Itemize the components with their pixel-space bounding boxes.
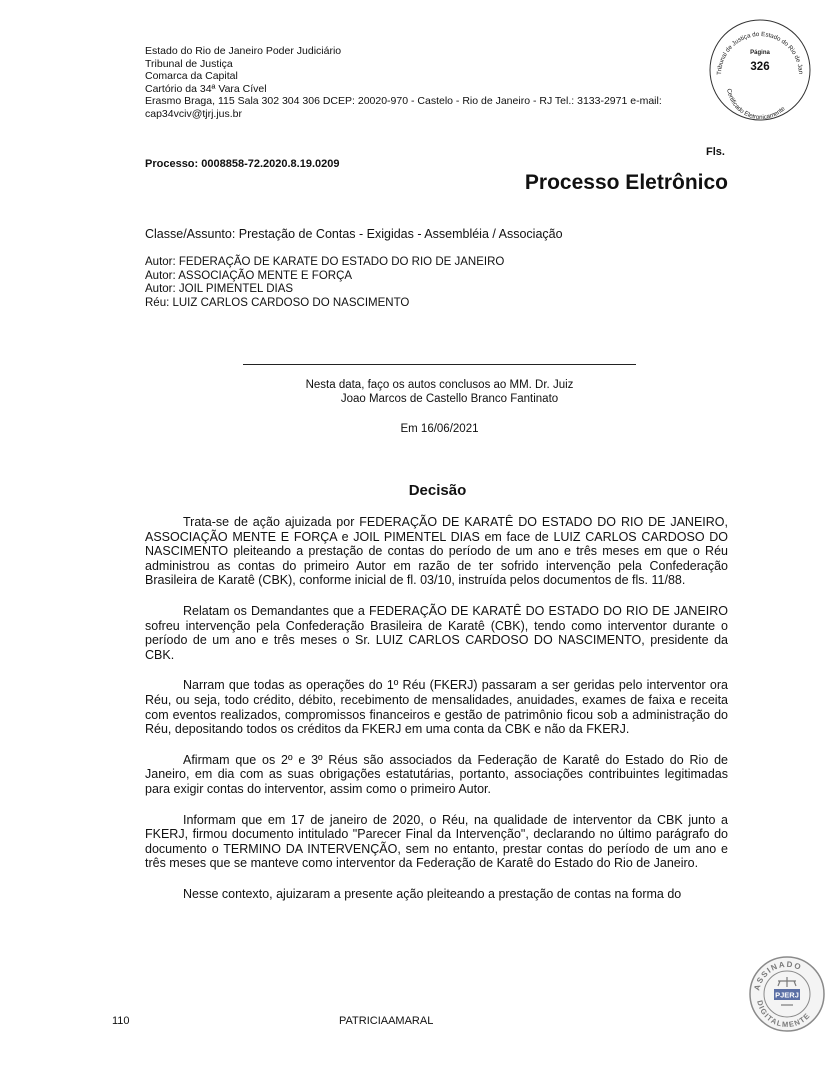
document-title: Processo Eletrônico: [524, 171, 728, 194]
header-line: Cartório da 34ª Vara Cível: [145, 82, 267, 95]
process-number: Processo: 0008858-72.2020.8.19.0209: [145, 158, 340, 170]
footer-user: PATRICIAAMARAL: [339, 1015, 434, 1027]
paragraph: Afirmam que os 2º e 3º Réus são associados da Federação de Karatê do Estado do Rio de Janeiro, em dia com as suas obrigações estatutárias, portanto, associações contribuintes legitimadas para exigir contas do interventor, assim como o primeiro Autor.: [145, 752, 728, 796]
header-line: Estado do Rio de Janeiro Poder Judiciário: [145, 45, 342, 57]
paragraph: Informam que em 17 de janeiro de 2020, o Réu, na qualidade de interventor da CBK junto a FKERJ, firmou documento intitulado "Parecer Final da Intervenção", declarando no último parágrafo do documento o TERMINO DA INTERVENÇÃO, sem no entanto, prestar contas do período de um ano e três meses que se manteve como interventor da Federação de Karatê do Estado do Rio de Janeiro.: [145, 812, 728, 871]
class-subject: Classe/Assunto: Prestação de Contas - Exigidas - Assembléia / Associação: [145, 227, 563, 241]
separator-line: [243, 364, 636, 365]
stamp-label: Página: [750, 50, 770, 56]
svg-text:Certificado Eletronicamente: [725, 88, 787, 121]
decision-heading: Decisão: [408, 482, 467, 499]
court-header: [145, 45, 705, 121]
paragraph: Relatam os Demandantes que a FEDERAÇÃO DE KARATÊ DO ESTADO DO RIO DE JANEIRO sofreu intervenção pela Confederação Brasileira de Karatê (CBK), tendo como interventor durante o período de um ano e três meses o Sr. LUIZ CARLOS CARDOSO DO NASCIMENTO, presidente da CBK.: [145, 603, 728, 662]
judge-name: Joao Marcos de Castello Branco Fantinato: [340, 392, 559, 405]
party-item: Autor: FEDERAÇÃO DE KARATE DO ESTADO DO RIO DE JANEIRO: [145, 256, 505, 268]
seal-top-text: ASSINADO: [752, 959, 804, 992]
header-line: Comarca da Capital: [145, 70, 238, 83]
conclusos-date: Em 16/06/2021: [400, 423, 479, 435]
conclusos-line: Nesta data, faço os autos conclusos ao MM. Dr. Juiz: [305, 379, 574, 391]
paragraph: Narram que todas as operações do 1º Réu (FKERJ) passaram a ser geridas pelo interventor ora Réu, ou seja, todo crédito, débito, recebimento de mensalidades, anuidades, exames de faixa e receita com eventos realizados, compromissos financeiros e gestão de patrimônio ficou sob a administração do Réu, depositando todos os créditos da FKERJ em uma conta da CBK e não da FKERJ.: [145, 678, 728, 737]
paragraph: Nesse contexto, ajuizaram a presente ação pleiteando a prestação de contas na forma do: [183, 886, 682, 901]
party-item: Autor: ASSOCIAÇÃO MENTE E FORÇA: [145, 269, 353, 282]
party-item: Réu: LUIZ CARLOS CARDOSO DO NASCIMENTO: [145, 296, 410, 309]
stamp-bottom-text: Certificado Eletronicamente: [725, 88, 787, 122]
stamp-arc-text: Tribunal de Justiça do Estado do Rio de Jan: [715, 30, 805, 76]
footer-page-number: 110: [112, 1015, 130, 1027]
conclusos-note: [243, 379, 636, 406]
seal-center-text: PJERJ: [775, 990, 799, 1000]
header-line: cap34vciv@tjrj.jus.br: [145, 107, 243, 120]
digital-signature-seal-icon: [748, 955, 826, 1033]
header-line: Erasmo Braga, 115 Sala 302 304 306 DCEP: 20020-970 - Castelo - Rio de Janeiro - RJ Tel.: 3133-2971 e-mail:: [145, 95, 662, 108]
decision-body: [145, 515, 728, 917]
party-item: Autor: JOIL PIMENTEL DIAS: [145, 283, 294, 296]
paragraph: Trata-se de ação ajuizada por FEDERAÇÃO DE KARATÊ DO ESTADO DO RIO DE JANEIRO, ASSOCIAÇÃO MENTE E FORÇA e JOIL PIMENTEL DIAS em face de LUIZ CARLOS CARDOSO DO NASCIMENTO pleiteando a prestação de contas do período de um ano e três meses em que o Réu administrou as contas do primeiro Autor em razão de ter sofrido intervenção pela Confederação Brasileira de Karatê (CBK), conforme inicial de fl. 03/10, instruída pelos documentos de fls. 11/88.: [145, 515, 728, 588]
stamp-page-number: 326: [750, 61, 770, 73]
fls-label: Fls.: [706, 146, 725, 158]
parties-list: [145, 256, 504, 310]
header-line: Tribunal de Justiça: [145, 57, 233, 70]
seal-bottom-text: DIGITALMENTE: [755, 999, 813, 1030]
page-certification-stamp-icon: [707, 17, 813, 123]
